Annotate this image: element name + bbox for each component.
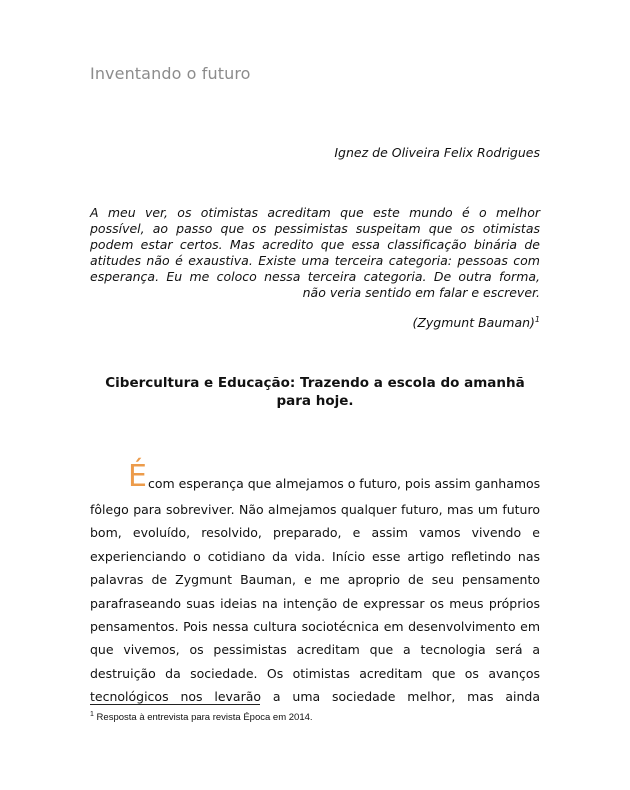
body-line: destruição da sociedade. Os otimistas acreditam que os avanços bbox=[90, 665, 540, 681]
body-line: tecnológicos nos levarão a uma sociedade melhor, mas ainda bbox=[90, 689, 540, 705]
epigraph-line: podem estar certos. Mas acredito que essa classificação binária de bbox=[90, 237, 540, 252]
epigraph-line: esperança. Eu me coloco nessa terceira categoria. De outra forma, bbox=[90, 269, 540, 284]
footnote-text: Resposta à entrevista para revista Época em 2014. bbox=[93, 712, 313, 724]
epigraph-line: possível, ao passo que os pessimistas suspeitam que os otimistas bbox=[90, 221, 540, 236]
section-title: Inventando o futuro bbox=[90, 64, 251, 83]
body-line: palavras de Zygmunt Bauman, e me aproprio de seu pensamento bbox=[90, 572, 540, 588]
body-line: experienciando o cotidiano da vida. Início esse artigo refletindo nas bbox=[90, 548, 540, 564]
footnote-reference: 1 bbox=[534, 315, 540, 324]
body-line: pensamentos. Pois nessa cultura sociotécnica em desenvolvimento em bbox=[90, 619, 540, 635]
footnote bbox=[90, 711, 313, 723]
body-line: bom, evoluído, resolvido, preparado, e assim vamos vivendo e bbox=[90, 525, 540, 541]
footnote-divider bbox=[90, 704, 260, 705]
article-body bbox=[90, 460, 540, 709]
article-title-line: Cibercultura e Educação: Trazendo a escola do amanhã bbox=[105, 375, 525, 391]
epigraph-line: não veria sentido em falar e escrever. bbox=[302, 285, 540, 300]
attribution-text: (Zygmunt Bauman) bbox=[412, 315, 535, 331]
body-line: que vivemos, os pessimistas acreditam que a tecnologia será a bbox=[90, 642, 540, 658]
footnote-marker: 1 bbox=[90, 711, 94, 718]
epigraph-line: atitudes não é exaustiva. Existe uma terceira categoria: pessoas com bbox=[90, 253, 540, 268]
epigraph-quote bbox=[90, 205, 540, 301]
first-line-text: com esperança que almejamos o futuro, pois assim ganhamos bbox=[148, 476, 541, 491]
article-title bbox=[90, 374, 540, 410]
body-line: parafraseando suas ideias na intenção de expressar os meus próprios bbox=[90, 595, 540, 611]
epigraph-attribution bbox=[412, 315, 540, 330]
first-line bbox=[90, 460, 540, 498]
author-name: Ignez de Oliveira Felix Rodrigues bbox=[334, 145, 540, 160]
body-line: fôlego para sobreviver. Não almejamos qualquer futuro, mas um futuro bbox=[90, 502, 540, 517]
epigraph-line: A meu ver, os otimistas acreditam que este mundo é o melhor bbox=[90, 205, 540, 220]
drop-cap: É bbox=[128, 459, 147, 494]
article-title-line: para hoje. bbox=[276, 393, 354, 409]
